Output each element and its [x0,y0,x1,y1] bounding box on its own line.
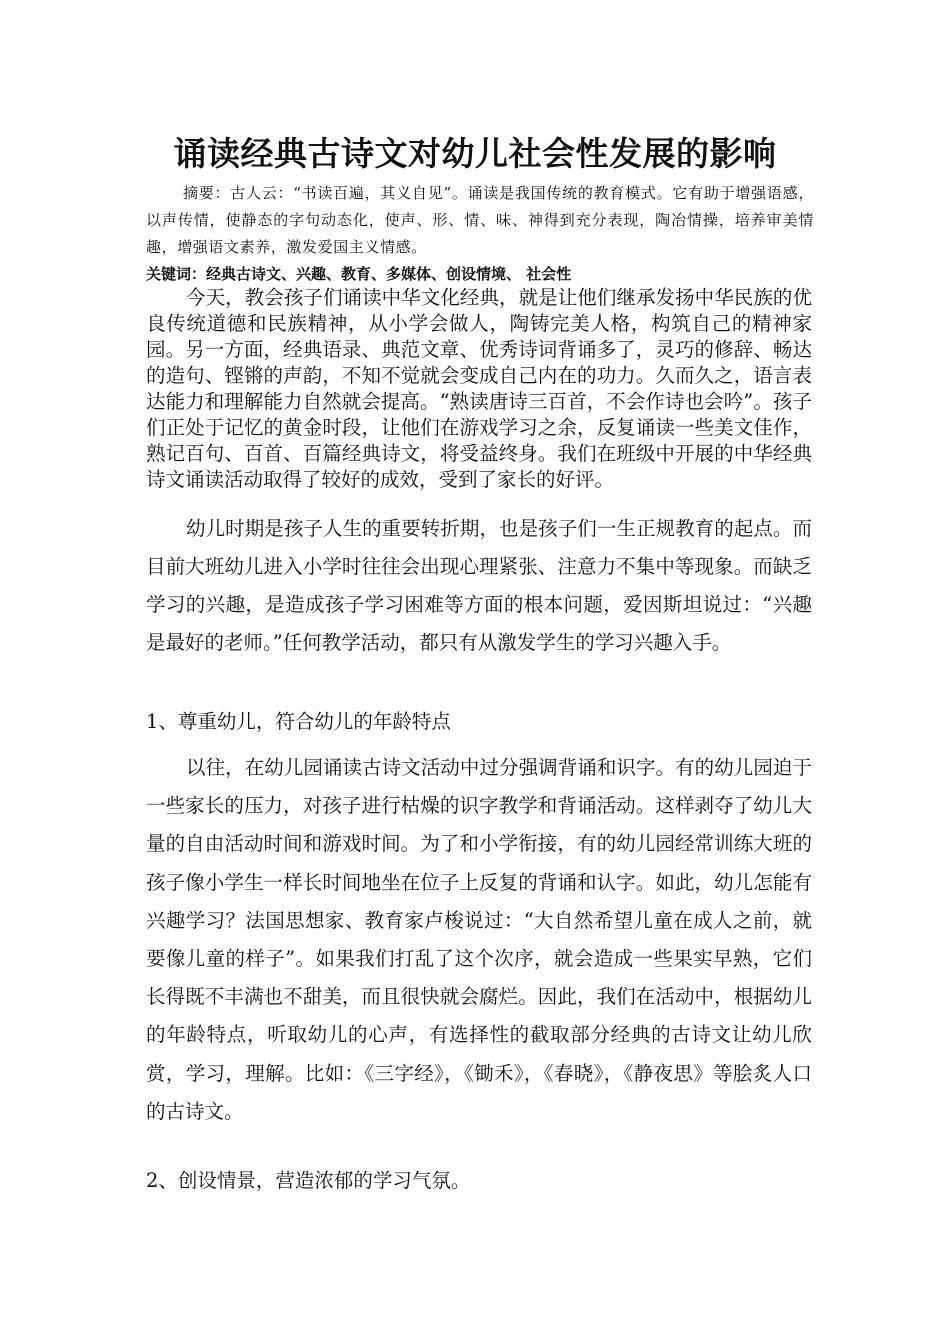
body-paragraph-1: 今天，教会孩子们诵读中华文化经典，就是让他们继承发扬中华民族的优良传统道德和民族精神，从小学会做人，陶铸完美人格，构筑自己的精神家园。另一方面，经典语录、典范文章、优秀诗词背诵多了，灵巧的修辞、畅达的造句、铿锵的声韵，不知不觉就会变成自己内在的功力。久而久之，语言表达能力和理解能力自然就会提高。“熟读唐诗三百首，不会作诗也会吟”。孩子们正处于记忆的黄金时段，让他们在游戏学习之余，反复诵读一些美文佳作，熟记百句、百首、百篇经典诗文，将受益终身。我们在班级中开展的中华经典诗文诵读活动取得了较好的成效，受到了家长的好评。 [146,286,812,491]
keywords-line: 关键词：经典古诗文、兴趣、教育、多媒体、创设情境、 社会性 [146,265,572,283]
section-heading-2: 2、创设情景，营造浓郁的学习气氛。 [146,1169,471,1192]
section-heading-1: 1、尊重幼儿，符合幼儿的年龄特点 [146,710,451,733]
body-paragraph-2: 幼儿时期是孩子人生的重要转折期，也是孩子们一生正规教育的起点。而目前大班幼儿进入小学时往往会出现心理紧张、注意力不集中等现象。而缺乏学习的兴趣，是造成孩子学习困难等方面的根本问题，爱因斯坦说过：“兴趣是最好的老师。”任何教学活动，都只有从激发学生的学习兴趣入手。 [146,517,812,654]
body-paragraph-3: 以往，在幼儿园诵读古诗文活动中过分强调背诵和识字。有的幼儿园迫于一些家长的压力，对孩子进行枯燥的识字教学和背诵活动。这样剥夺了幼儿大量的自由活动时间和游戏时间。为了和小学衔接，有的幼儿园经常训练大班的孩子像小学生一样长时间地坐在位子上反复的背诵和认字。如此，幼儿怎能有兴趣学习？法国思想家、教育家卢梭说过：“大自然希望儿童在成人之前，就要像儿童的样子”。如果我们打乱了这个次序，就会造成一些果实早熟，它们长得既不丰满也不甜美，而且很快就会腐烂。因此，我们在活动中，根据幼儿的年龄特点，听取幼儿的心声，有选择性的截取部分经典的古诗文让幼儿欣赏，学习，理解。比如：《三字经》，《锄禾》，《春晓》，《静夜思》等脍炙人口的古诗文。 [146,756,812,1123]
abstract-paragraph: 摘要：古人云：“书读百遍，其义自见”。诵读是我国传统的教育模式。它有助于增强语感，以声传情，使静态的字句动态化，使声、形、情、味、神得到充分表现，陶冶情操，培养审美情趣，增强语文素养，激发爱国主义情感。 [146,184,814,256]
document-title: 诵读经典古诗文对幼儿社会性发展的影响 [173,134,777,173]
